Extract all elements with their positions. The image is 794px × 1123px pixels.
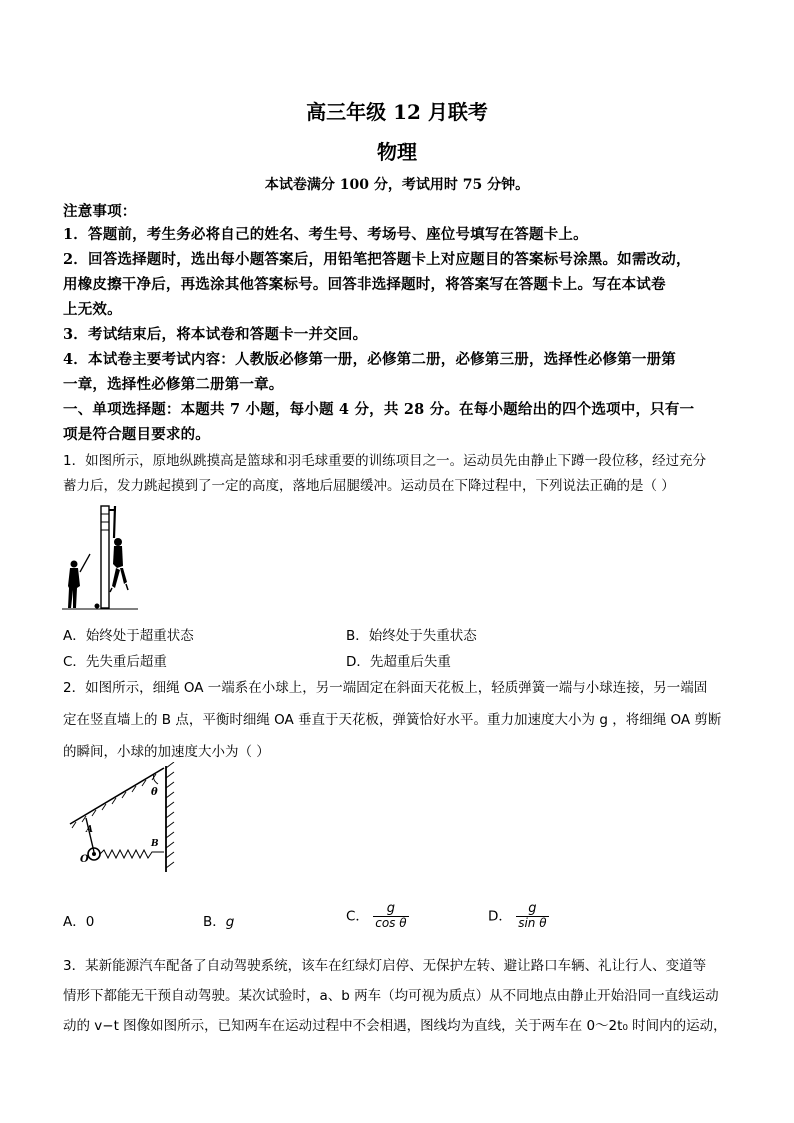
q2-option-b-value: g	[225, 914, 235, 930]
fig-b-label: B	[151, 839, 159, 849]
q2-option-b-prefix: B．	[203, 914, 226, 930]
q2-option-c[interactable]	[346, 902, 409, 930]
notice-line: 2．回答选择题时，选出每小题答案后，用铅笔把答题卡上对应题目的答案标号涂黑。如需改动，	[63, 251, 691, 268]
question-3-text: 情形下都能无干预自动驾驶。某次试验时，a、b 两车（均可视为质点）从不同地点由静止开始沿同一直线运动	[63, 988, 719, 1004]
fraction-denominator: cos θ	[375, 916, 407, 931]
q1-option-a[interactable]: A．始终处于超重状态	[63, 628, 194, 644]
section-heading: 项是符合题目要求的。	[63, 426, 210, 443]
question-2-text: 2．如图所示，细绳 OA 一端系在小球上，另一端固定在斜面天花板上，轻质弹簧一端与小球连接，另一端固	[63, 680, 708, 696]
question-1-text: 1．如图所示，原地纵跳摸高是篮球和羽毛球重要的训练项目之一。运动员先由静止下蹲一段位移，经过充分	[63, 453, 707, 469]
notice-line: 用橡皮擦干净后，再选涂其他答案标号。回答非选择题时，将答案写在答题卡上。写在本试卷	[63, 276, 666, 293]
q1-option-b[interactable]: B．始终处于失重状态	[346, 628, 477, 644]
jump-figure	[60, 502, 140, 614]
q1-option-d[interactable]: D．先超重后失重	[346, 654, 451, 670]
q2-option-c-prefix: C．	[346, 908, 369, 925]
notice-line: 4．本试卷主要考试内容：人教版必修第一册，必修第二册，必修第三册，选择性必修第一册第	[63, 351, 676, 368]
question-1-text: 蓄力后，发力跳起摸到了一定的高度，落地后屈腿缓冲。运动员在下降过程中，下列说法正确的是（ ）	[63, 478, 675, 494]
fraction-numerator: g	[516, 902, 548, 917]
exam-info: 本试卷满分 100 分，考试用时 75 分钟。	[264, 177, 530, 193]
question-3-text: 3．某新能源汽车配备了自动驾驶系统，该车在红绿灯启停、无保护左转、避让路口车辆、礼让行人、变道等	[63, 958, 707, 974]
fraction-denominator: sin θ	[518, 916, 547, 931]
q2-option-d-prefix: D．	[488, 908, 512, 925]
q2-option-b[interactable]	[203, 910, 234, 930]
notice-heading: 注意事项：	[63, 203, 137, 220]
exam-title: 高三年级 12 月联考	[306, 100, 488, 124]
q2-option-a[interactable]: A．0	[63, 914, 95, 930]
notice-line: 3．考试结束后，将本试卷和答题卡一并交回。	[63, 326, 368, 343]
q2-option-c-fraction	[373, 902, 408, 930]
notice-line: 上无效。	[63, 301, 122, 318]
notice-line: 一章，选择性必修第二册第一章。	[63, 376, 284, 393]
spring-rope-figure	[60, 762, 182, 874]
notice-line: 1．答题前，考生务必将自己的姓名、考生号、考场号、座位号填写在答题卡上。	[63, 226, 588, 243]
section-heading: 一、单项选择题：本题共 7 小题，每小题 4 分，共 28 分。在每小题给出的四个选项中，只有一	[63, 401, 695, 418]
fraction-numerator: g	[373, 902, 408, 917]
question-3-text: 动的 v−t 图像如图所示，已知两车在运动过程中不会相遇，图线均为直线，关于两车在 0～2t₀ 时间内的运动，	[63, 1018, 727, 1034]
q1-option-c[interactable]: C．先失重后超重	[63, 654, 167, 670]
fig-o-label: O	[80, 854, 89, 865]
exam-subject: 物理	[377, 140, 417, 164]
fig-a-label: A	[86, 825, 93, 835]
fig-theta-label: θ	[151, 787, 158, 798]
q2-option-d[interactable]	[488, 902, 549, 930]
question-2-text: 定在竖直墙上的 B 点，平衡时细绳 OA 垂直于天花板，弹簧恰好水平。重力加速度大小为 g ，将细绳 OA 剪断	[63, 712, 722, 728]
question-2-text: 的瞬间，小球的加速度大小为（ ）	[63, 744, 270, 760]
q2-option-d-fraction	[516, 902, 548, 930]
